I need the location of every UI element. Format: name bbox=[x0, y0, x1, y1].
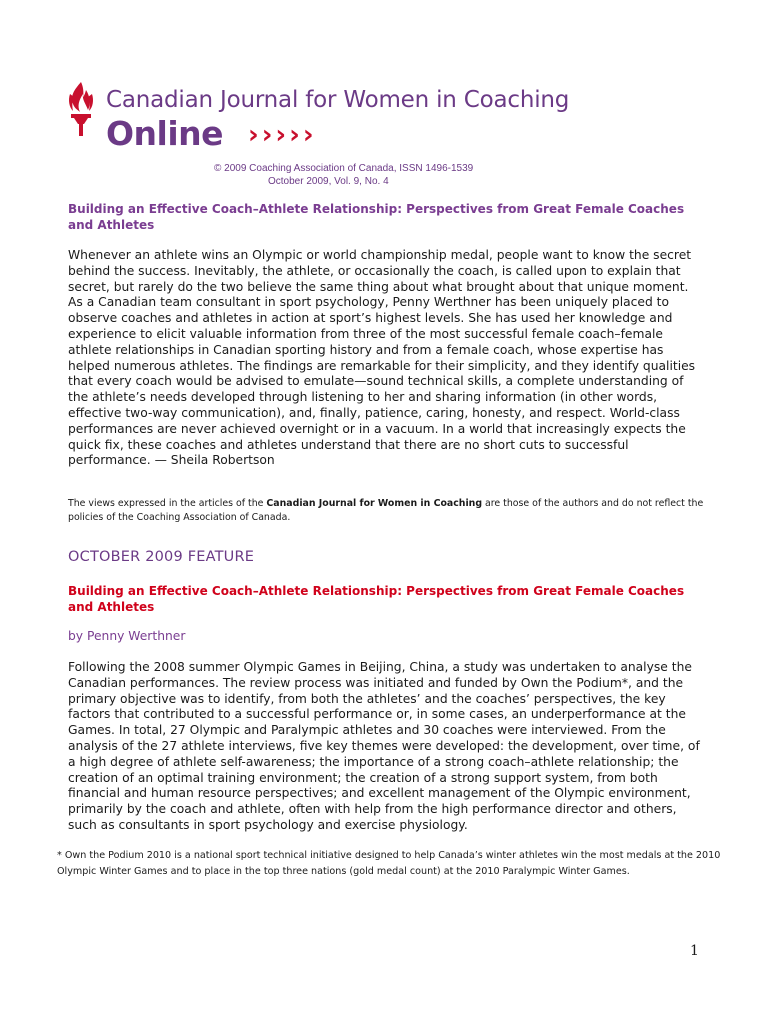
page-number: 1 bbox=[690, 943, 699, 959]
journal-title: Canadian Journal for Women in Coaching bbox=[106, 87, 570, 113]
copyright-line: © 2009 Coaching Association of Canada, ISSN 1496-1539 bbox=[214, 163, 474, 174]
article-byline: by Penny Werthner bbox=[68, 629, 186, 643]
feature-heading: OCTOBER 2009 FEATURE bbox=[68, 549, 255, 565]
chevrons-decoration: ››››› bbox=[248, 120, 317, 150]
torch-flame-logo-icon bbox=[64, 80, 98, 138]
issue-line: October 2009, Vol. 9, No. 4 bbox=[268, 176, 389, 187]
summary-title: Building an Effective Coach–Athlete Relationship: Perspectives from Great Female Coaches and Athletes bbox=[68, 202, 685, 232]
disclaimer-text-end: are those of the authors and do not reflect the policies of the Coaching Association of Canada. bbox=[68, 498, 704, 523]
online-label: Online bbox=[106, 114, 224, 153]
disclaimer-journal-name: Canadian Journal for Women in Coaching bbox=[266, 498, 483, 509]
article-title: Building an Effective Coach–Athlete Relationship: Perspectives from Great Female Coaches and Athletes bbox=[68, 584, 685, 614]
article-body: Following the 2008 summer Olympic Games in Beijing, China, a study was undertaken to analyse the Canadian performances. The review process was initiated and funded by Own the Podium*, and the primary objective was to identify, from both the athletes’ and the coaches’ perspectives, the key factors that contributed to a successful performance or, in some cases, an underperformance at the Games. In total, 27 Olympic and Paralympic athletes and 30 coaches were interviewed. From the analysis of the 27 athlete interviews, five key themes were developed: the development, over time, of a high degree of athlete self-awareness; the importance of a strong coach–athlete relationship; the creation of an optimal training environment; the creation of a strong support system, from both financial and human resource perspectives; and excellent management of the Olympic environment, primarily by the coach and athlete, often with help from the high performance director and others, such as consultants in sport psychology and exercise physiology. bbox=[68, 660, 700, 832]
footnote: * Own the Podium 2010 is a national sport technical initiative designed to help Canada’s winter athletes win the most medals at the 2010 Olympic Winter Games and to place in the top three nations (gold medal count) at the 2010 Paralympic Winter Games. bbox=[57, 850, 721, 877]
disclaimer bbox=[68, 497, 718, 525]
summary-paragraph: Whenever an athlete wins an Olympic or world championship medal, people want to know the secret behind the success. Inevitably, the athlete, or occasionally the coach, is called upon to explain that secret, but rarely do the two believe the same thing about what brought about that unique moment. As a Canadian team consultant in sport psychology, Penny Werthner has been uniquely placed to observe coaches and athletes in action at sport’s highest levels. She has used her knowledge and experience to elicit valuable information from three of the most successful female coach–female athlete relationships in Canadian sporting history and from a female coach, whose expertise has helped numerous athletes. The findings are remarkable for their simplicity, and they identify qualities that every coach would be advised to emulate—sound technical skills, a complete understanding of the athlete’s needs developed through listening to her and sharing information (in other words, effective two-way communication), and, finally, patience, caring, honesty, and respect. World-class performances are never achieved overnight or in a vacuum. In a world that increasingly expects the quick fix, these coaches and athletes understand that there are no short cuts to successful performance. — Sheila Robertson bbox=[68, 248, 696, 468]
disclaimer-text-start: The views expressed in the articles of the bbox=[68, 498, 267, 509]
